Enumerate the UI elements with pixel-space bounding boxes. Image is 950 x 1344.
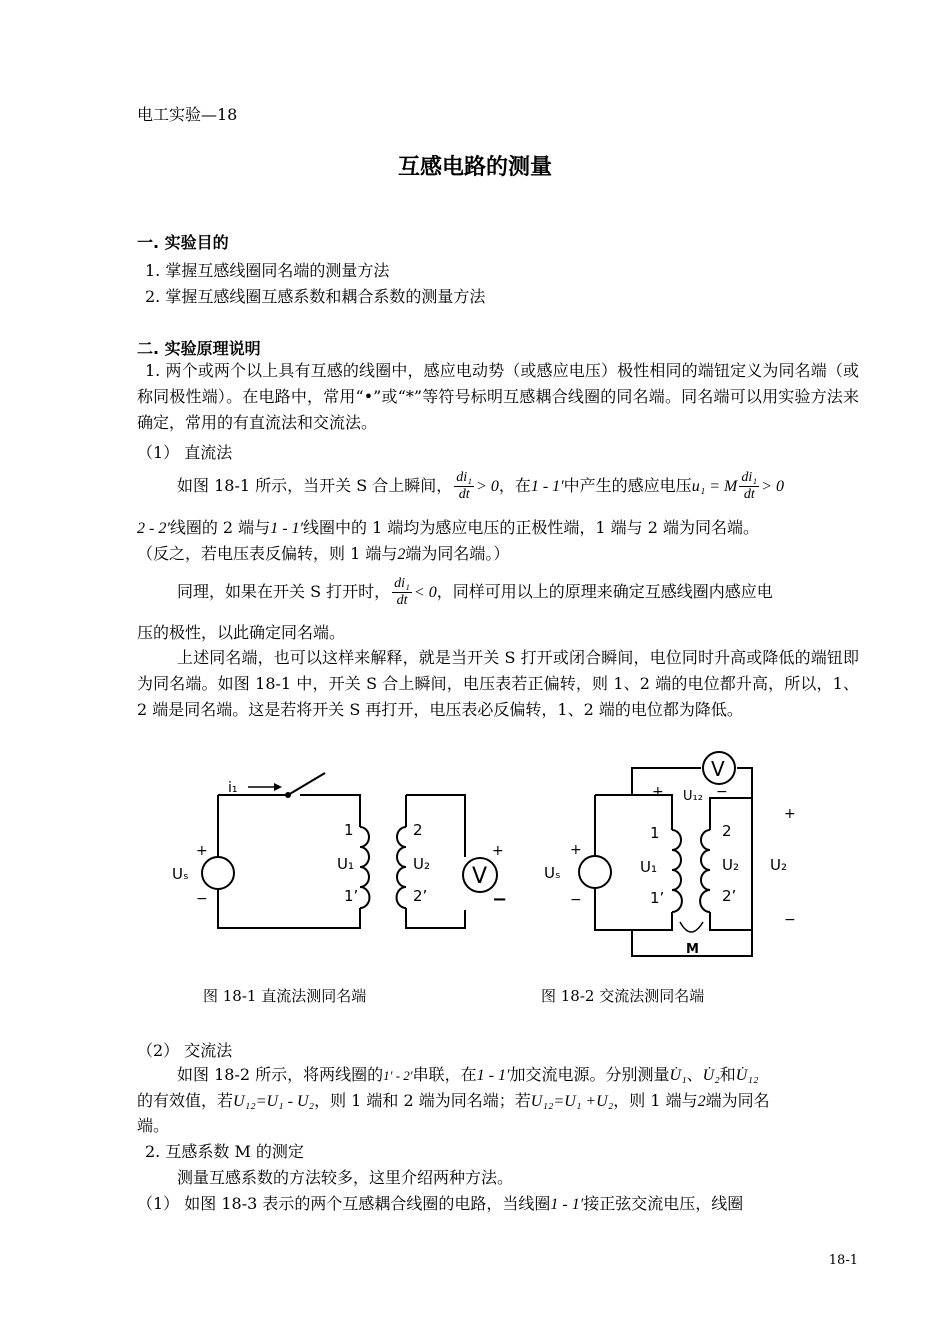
fig2-label-u1: U₁ bbox=[640, 858, 657, 876]
figure-18-2 bbox=[540, 750, 810, 965]
fig1-label-u1: U₁ bbox=[337, 855, 354, 873]
fig2-label-u2-right: U₂ bbox=[770, 856, 787, 874]
ac-line-1: 如图 18-2 所示，将两线圈的1′ - 2′串联，在1 - 1′加交流电源。分别测量U̇₁、U̇₂和U̇₁₂ bbox=[177, 1065, 759, 1084]
fig2-label-1: 1 bbox=[650, 824, 660, 842]
fig1-label-u2: U₂ bbox=[413, 855, 430, 873]
fig1-label-1prime: 1’ bbox=[344, 887, 359, 905]
fig2-label-1prime: 1’ bbox=[650, 889, 665, 907]
fig2-label-minus-top: − bbox=[716, 784, 728, 800]
dc-line-4: 同理，如果在开关 S 打开时， $\frac{\text{di₁}}{dt}$ < 0，同样可用以上的原理来确定互感线圈内感应电 bbox=[177, 576, 773, 608]
fig2-label-u12: U₁₂ bbox=[683, 789, 703, 804]
fig1-label-plus: + bbox=[196, 843, 208, 859]
mutual-line-1: （1） 如图 18-3 表示的两个互感耦合线圈的电路，当线圈1 - 1′接正弦交流电压，线圈 bbox=[137, 1194, 744, 1213]
fig1-switch-pivot-icon bbox=[285, 792, 291, 798]
fig1-label-us: Uₛ bbox=[172, 865, 189, 883]
fraction-di1-dt-2: $\frac{\text{di₁}}{dt}$ bbox=[741, 470, 758, 502]
fig2-wire-top-left bbox=[595, 795, 672, 830]
fig2-label-plus-top: + bbox=[652, 784, 664, 800]
fig1-label-2prime: 2’ bbox=[413, 887, 428, 905]
fig1-label-2: 2 bbox=[413, 821, 423, 839]
fig2-label-m: M bbox=[686, 942, 699, 957]
fig2-label-plus: + bbox=[570, 842, 582, 858]
purpose-item-1: 1. 掌握互感线圈同名端的测量方法 bbox=[145, 261, 390, 280]
fig1-coil-1-icon bbox=[360, 827, 369, 908]
mutual-heading: 2. 互感系数 M 的测定 bbox=[145, 1142, 304, 1161]
dc-line-3: （反之，若电压表反偏转，则 1 端与2端为同名端。） bbox=[137, 544, 510, 563]
fig1-coil-2-icon bbox=[397, 827, 406, 908]
fig2-label-us: Uₛ bbox=[544, 864, 561, 882]
page-number: 18-1 bbox=[828, 1253, 858, 1268]
dc-line-1: 如图 18-1 所示，当开关 S 合上瞬间， $\frac{\text{di₁}}{dt}$ > 0，在1 - 1′中产生的感应电压u₁ = M $\frac{\text{di₁}}{dt}$ > 0 bbox=[177, 470, 784, 502]
ac-line-3: 端。 bbox=[137, 1116, 170, 1135]
fig2-label-2: 2 bbox=[722, 822, 732, 840]
fig2-label-minus-right: − bbox=[784, 912, 796, 928]
fig2-label-2prime: 2’ bbox=[722, 887, 737, 905]
fig1-caption: 图 18-1 直流法测同名端 bbox=[203, 987, 367, 1005]
fig2-mutual-arrow-icon bbox=[680, 922, 703, 932]
fig2-label-plus-right: + bbox=[784, 806, 796, 822]
fig2-coil-1-icon bbox=[672, 830, 682, 912]
mutual-paragraph: 测量互感系数的方法较多，这里介绍两种方法。 bbox=[177, 1168, 514, 1187]
fig1-label-minus: − bbox=[196, 891, 208, 907]
fraction-di1-dt-3: $\frac{\text{di₁}}{dt}$ bbox=[394, 576, 410, 608]
doc-header: 电工实验—18 bbox=[137, 105, 238, 124]
fig1-label-1: 1 bbox=[344, 821, 354, 839]
section-heading-principle: 二. 实验原理说明 bbox=[137, 339, 261, 358]
fig1-arrowhead-icon bbox=[274, 783, 282, 791]
fig1-label-vplus: + bbox=[492, 843, 504, 859]
section-heading-purpose: 一. 实验目的 bbox=[137, 233, 229, 252]
dc-line-5: 压的极性，以此确定同名端。 bbox=[137, 623, 346, 642]
ac-line-2: 的有效值，若U₁₂=U₁ - U₂，则 1 端和 2 端为同名端；若U₁₂=U₁ +U₂，则 1 端与2端为同名 bbox=[137, 1091, 770, 1110]
fig1-source-icon bbox=[202, 857, 234, 889]
fig2-caption: 图 18-2 交流法测同名端 bbox=[541, 987, 705, 1005]
fig2-source-icon bbox=[579, 856, 611, 888]
purpose-item-2: 2. 掌握互感线圈互感系数和耦合系数的测量方法 bbox=[145, 287, 486, 306]
fig2-label-u2: U₂ bbox=[722, 856, 739, 874]
fig1-switch bbox=[288, 773, 325, 795]
fig2-coil-2-icon bbox=[700, 830, 710, 912]
fig2-label-minus: − bbox=[570, 892, 582, 908]
fraction-di1-dt: $\frac{\text{di₁}}{dt}$ bbox=[456, 470, 473, 502]
fig1-label-v: V bbox=[472, 864, 488, 889]
page-title: 互感电路的测量 bbox=[397, 155, 552, 180]
fig1-label-vminus: − bbox=[492, 889, 508, 910]
dc-paragraph-3: 上述同名端，也可以这样来解释，就是当开关 S 打开或闭合瞬间，电位同时升高或降低的端钮即为同名端。如图 18-1 中，开关 S 合上瞬间，电压表若正偏转，则 1、2 端的电位都升高，所以，1、2 端是同名端。这是若将开关 S 再打开，电压表必反偏转，1、2 端的电位都为降低。 bbox=[137, 648, 859, 719]
dc-method-heading: （1） 直流法 bbox=[137, 443, 233, 462]
figure-18-1 bbox=[160, 765, 520, 945]
dc-line-2: 2 - 2′线圈的 2 端与1 - 1′线圈中的 1 端均为感应电压的正极性端，1 端与 2 端为同名端。 bbox=[137, 518, 759, 537]
ac-method-heading: （2） 交流法 bbox=[137, 1041, 233, 1060]
fig2-label-v: V bbox=[711, 757, 725, 781]
principle-paragraph-1: 1. 两个或两个以上具有互感的线圈中，感应电动势（或感应电压）极性相同的端钮定义为同名端（或称同极性端）。在电路中，常用“•”或“*”等符号标明互感耦合线圈的同名端。同名端可以用实验方法来确定，常用的有直流法和交流法。 bbox=[137, 361, 859, 432]
fig1-label-i1: i₁ bbox=[228, 780, 238, 796]
